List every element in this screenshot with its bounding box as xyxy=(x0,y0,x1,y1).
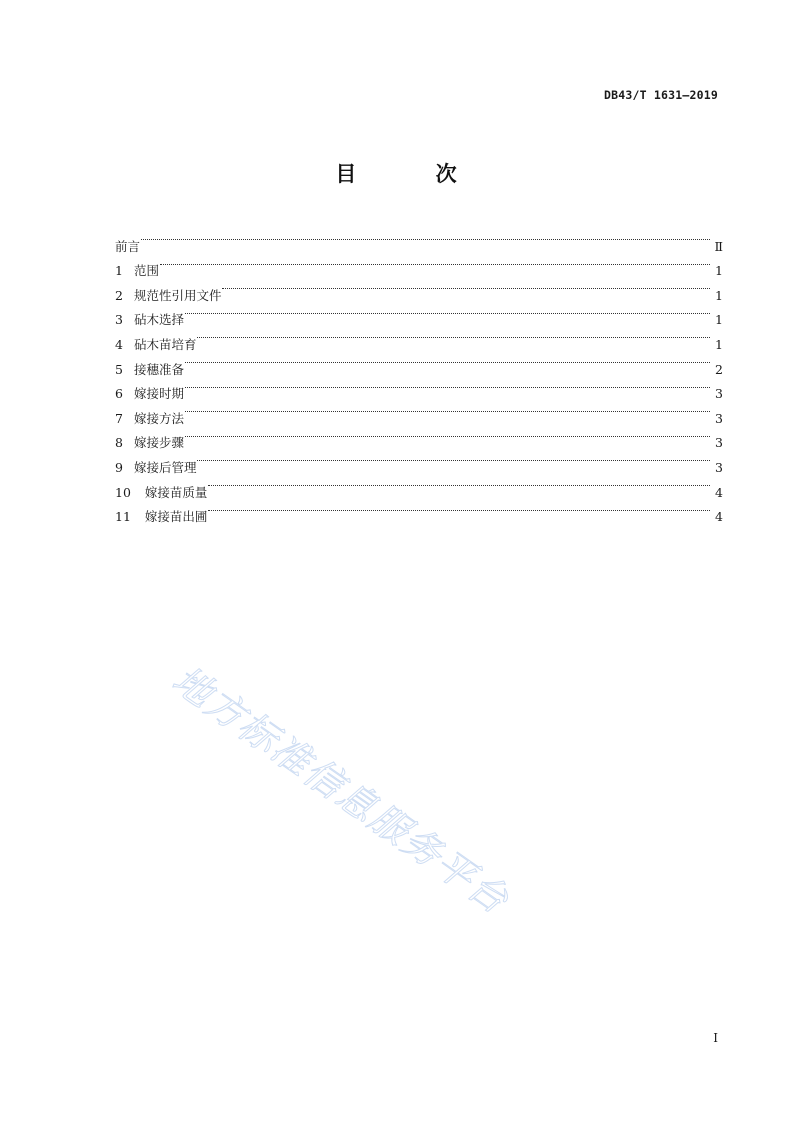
toc-entry-page: 3 xyxy=(715,459,723,475)
toc-entry-3[interactable] xyxy=(115,300,723,328)
toc-leader-dots xyxy=(185,300,710,325)
toc-leader-dots xyxy=(185,374,710,399)
toc-entry-label: 嫁接苗质量 xyxy=(144,484,208,500)
toc-entry-label: 嫁接步骤 xyxy=(133,435,184,451)
toc-leader-dots xyxy=(141,226,710,251)
toc-leader-dots xyxy=(208,497,710,522)
toc-entry-8[interactable] xyxy=(115,423,723,451)
toc-entry-number: 1 xyxy=(115,263,123,279)
toc-entry-page: 3 xyxy=(715,410,723,426)
toc-entry-label: 嫁接方法 xyxy=(133,410,184,426)
toc-entry-page: 1 xyxy=(715,263,723,279)
footer-page-number: I xyxy=(713,1031,718,1045)
toc-entry-number: 11 xyxy=(115,509,131,525)
toc-entry-label: 接穗准备 xyxy=(133,361,184,377)
toc-entry-page: 3 xyxy=(715,386,723,402)
toc-leader-dots xyxy=(185,349,710,374)
watermark: 地方标准信息服务平台 xyxy=(164,657,518,923)
toc-entry-6[interactable] xyxy=(115,374,723,402)
toc-entry-label: 嫁接时期 xyxy=(133,386,184,402)
toc-entry-number: 8 xyxy=(115,435,123,451)
toc-entry-page: 1 xyxy=(715,312,723,328)
toc-entry-page: Ⅱ xyxy=(714,238,723,254)
toc-entry-label: 嫁接后管理 xyxy=(133,459,197,475)
toc-leader-dots xyxy=(222,275,710,300)
toc-leader-dots xyxy=(197,324,710,349)
toc-entry-label: 砧木选择 xyxy=(133,312,184,328)
toc-entry-10[interactable] xyxy=(115,472,723,500)
toc-entry-page: 1 xyxy=(715,287,723,303)
toc-leader-dots xyxy=(208,472,710,497)
toc-entry-page: 4 xyxy=(715,509,723,525)
toc-entry-label: 范围 xyxy=(133,263,159,279)
toc-entry-9[interactable] xyxy=(115,447,723,475)
toc-entry-number: 4 xyxy=(115,336,123,352)
toc-entry-page: 1 xyxy=(715,336,723,352)
toc-entry-7[interactable] xyxy=(115,398,723,426)
toc-leader-dots xyxy=(185,423,710,448)
toc-entry-page: 4 xyxy=(715,484,723,500)
toc-entry-label: 嫁接苗出圃 xyxy=(144,509,208,525)
toc-leader-dots xyxy=(160,251,710,276)
toc-entry-label: 规范性引用文件 xyxy=(133,287,222,303)
toc-entry-number: 10 xyxy=(115,484,131,500)
toc-entry-label: 砧木苗培育 xyxy=(133,336,197,352)
table-of-contents xyxy=(115,226,723,525)
toc-entry-number: 9 xyxy=(115,459,123,475)
page-title: 目 次 xyxy=(335,162,493,186)
toc-entry-5[interactable] xyxy=(115,349,723,377)
toc-entry-1[interactable] xyxy=(115,251,723,279)
toc-entry-page: 2 xyxy=(715,361,723,377)
toc-entry-preface[interactable] xyxy=(115,226,723,254)
toc-entry-2[interactable] xyxy=(115,275,723,303)
toc-leader-dots xyxy=(197,447,710,472)
toc-entry-page: 3 xyxy=(715,435,723,451)
toc-entry-4[interactable] xyxy=(115,324,723,352)
toc-entry-number: 6 xyxy=(115,386,123,402)
toc-entry-number: 2 xyxy=(115,287,123,303)
toc-entry-label: 前言 xyxy=(115,238,141,254)
document-code: DB43/T 1631—2019 xyxy=(604,88,718,102)
toc-leader-dots xyxy=(185,398,710,423)
toc-entry-number: 3 xyxy=(115,312,123,328)
toc-entry-number: 7 xyxy=(115,410,123,426)
toc-entry-number: 5 xyxy=(115,361,123,377)
